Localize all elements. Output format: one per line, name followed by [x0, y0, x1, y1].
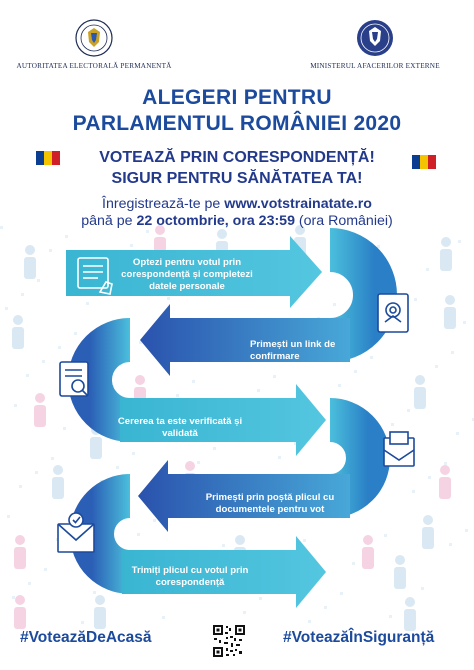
mae-name: MINISTERUL AFACERILOR EXTERNE: [310, 62, 440, 70]
subtitle-line1: VOTEAZĂ PRIN CORESPONDENȚĂ!: [99, 149, 375, 166]
step-2-label: Primești un link de confirmare: [250, 339, 336, 362]
deadline-suffix: (ora României): [294, 213, 393, 229]
step-5-label: Trimiți plicul cu votul prin corespondență: [131, 565, 249, 588]
subtitle-line2: SIGUR PENTRU SĂNĂTATEA TA!: [111, 170, 363, 187]
document-magnifier-icon: [60, 362, 88, 396]
deadline-prefix: până pe: [81, 213, 137, 229]
letter-envelope-icon: [384, 432, 414, 466]
step-3-label: Cererea ta este verificată și validată: [117, 416, 243, 439]
page-title-line1: ALEGERI PENTRU: [142, 86, 332, 109]
hashtag-right: #VoteazăÎnSiguranță: [283, 629, 435, 646]
registration-prefix: Înregistrează-te pe: [102, 196, 225, 212]
registration-deadline: 22 octombrie, ora 23:59: [136, 213, 295, 229]
page-title-line2: PARLAMENTUL ROMÂNIEI 2020: [72, 112, 402, 135]
step-4-label: Primești prin poștă plicul cu documentele pentru vot: [205, 492, 335, 515]
step-1-label: Optezi pentru votul prin corespondență și completezi datele personale: [121, 257, 253, 292]
email-at-icon: [378, 294, 408, 332]
aep-name: AUTORITATEA ELECTORALĂ PERMANENTĂ: [16, 62, 172, 70]
registration-website: www.votstrainatate.ro: [224, 196, 372, 212]
hashtag-left: #VoteazăDeAcasă: [20, 629, 152, 646]
qr-code-icon: [212, 624, 246, 658]
